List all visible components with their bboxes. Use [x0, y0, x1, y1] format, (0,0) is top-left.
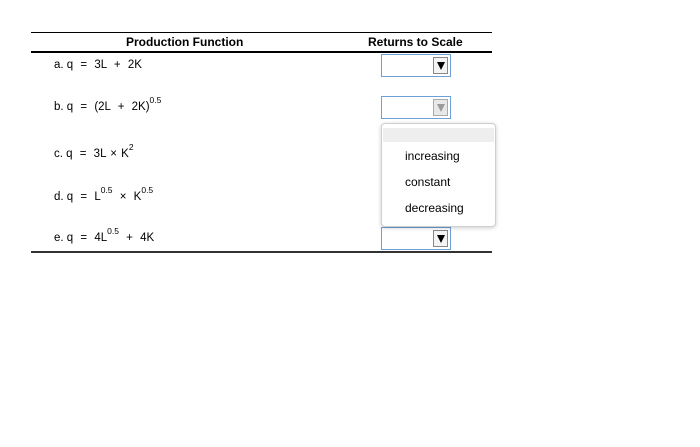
option-increasing[interactable]: increasing — [405, 149, 460, 163]
option-constant[interactable]: constant — [405, 175, 451, 189]
table-row — [31, 226, 492, 254]
option-decreasing[interactable]: decreasing — [405, 201, 464, 215]
table-row — [31, 95, 492, 123]
returns-select-b[interactable] — [381, 96, 451, 119]
header-production-function: Production Function — [126, 35, 244, 49]
chevron-down-icon[interactable] — [433, 57, 448, 74]
returns-select-e[interactable] — [381, 227, 451, 250]
returns-dropdown-menu — [381, 123, 496, 227]
table-top-rule — [31, 32, 492, 33]
chevron-down-icon[interactable] — [433, 99, 448, 116]
formula-e: e. $q = 4L^{0.5} + 4K$ — [54, 226, 155, 244]
formula-c: c. $q = 3L \times K^2$ — [54, 142, 134, 160]
returns-select-a[interactable] — [381, 54, 451, 77]
table-bottom-rule — [31, 251, 492, 253]
chevron-down-icon[interactable] — [433, 230, 448, 247]
dropdown-blank-option[interactable] — [383, 128, 494, 142]
formula-b: b. $q = (2L + 2K)^{0.5}$ — [54, 95, 162, 113]
header-returns-to-scale: Returns to Scale — [368, 35, 463, 49]
formula-a: a. q = 3L + 2K — [54, 59, 142, 71]
formula-d: d. $q = L^{0.5} \times K^{0.5}$ — [54, 185, 154, 203]
table-row — [31, 53, 492, 81]
